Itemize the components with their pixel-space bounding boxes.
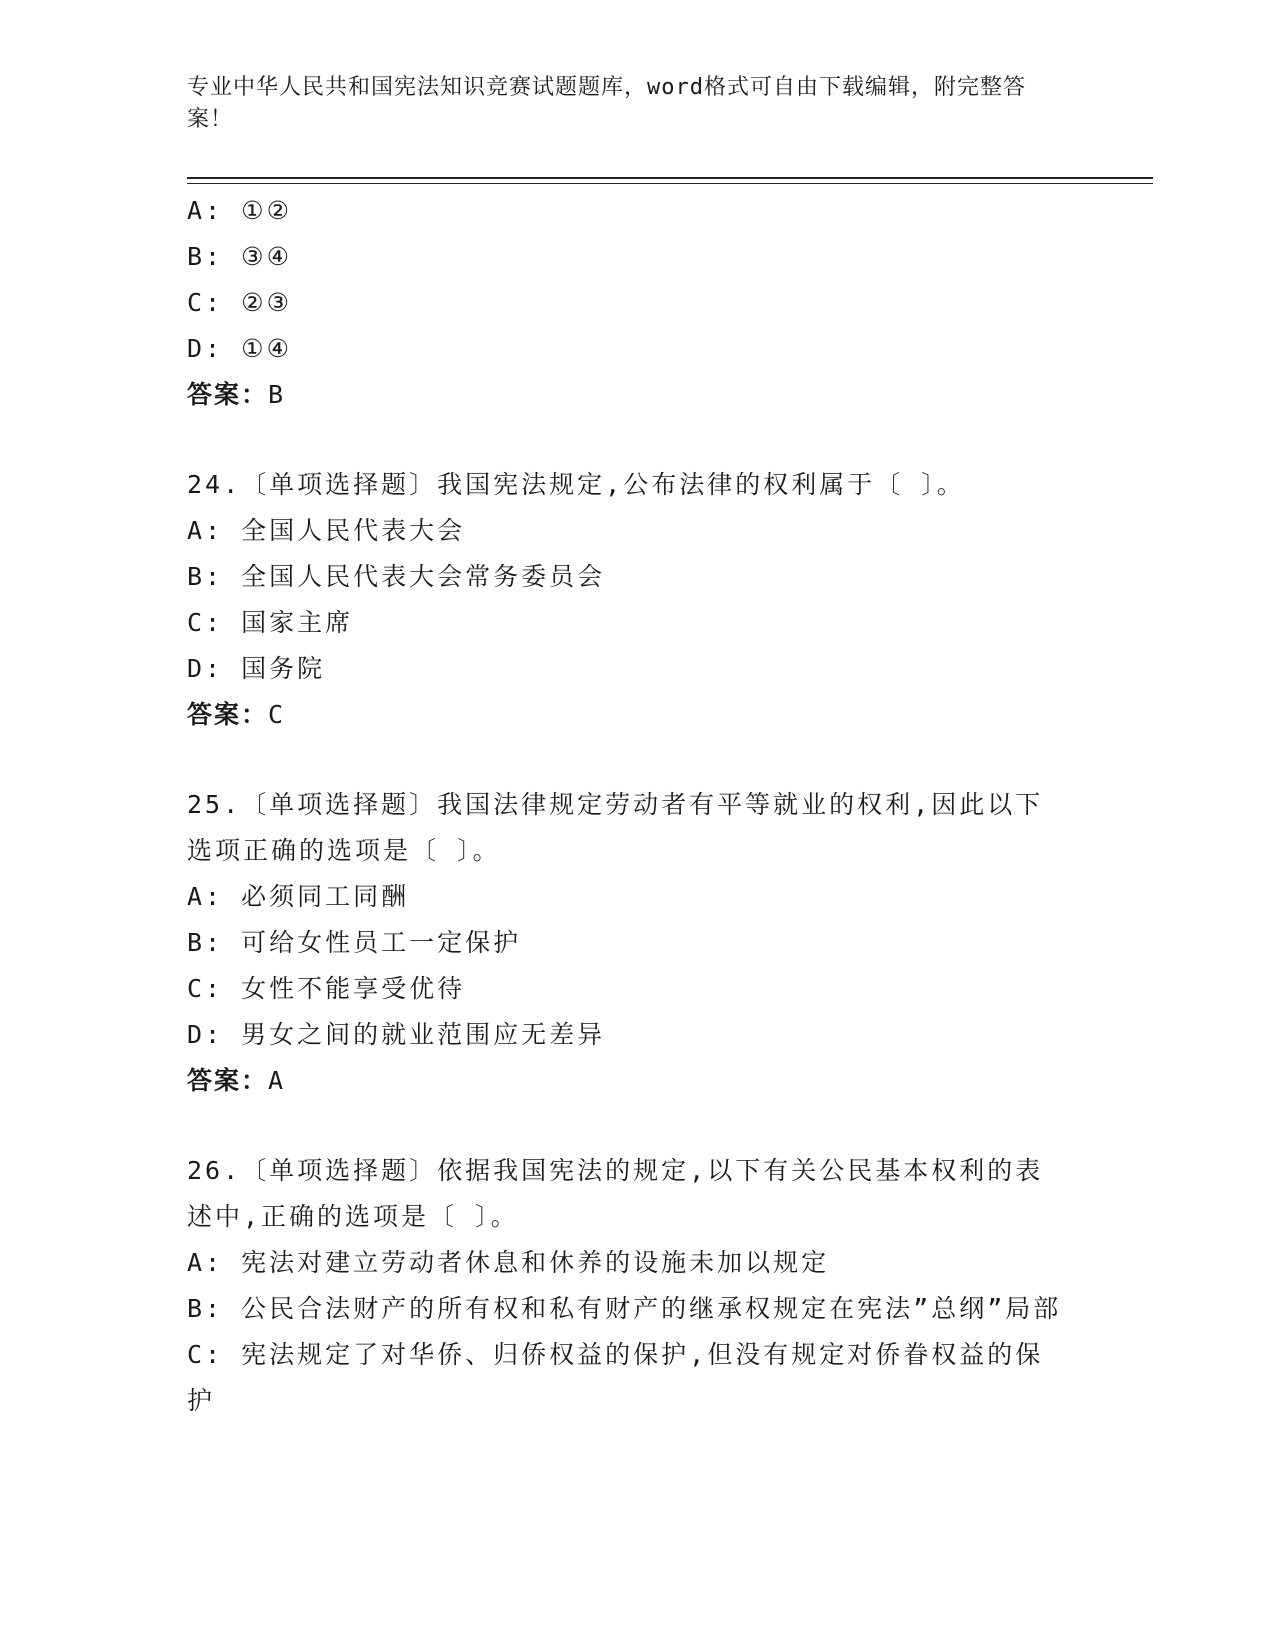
spacer	[187, 738, 1067, 782]
answer-label: 答案：	[187, 1066, 269, 1095]
option-a: A: 必须同工同酬	[187, 882, 410, 911]
answer-line	[187, 692, 1067, 738]
question-stem: 24.〔单项选择题〕我国宪法规定,公布法律的权利属于〔 〕。	[187, 470, 965, 499]
option-b: B: ③④	[187, 242, 292, 271]
option-c: C: 女性不能享受优待	[187, 974, 466, 1003]
answer-label: 答案：	[187, 700, 269, 729]
question-stem: 25.〔单项选择题〕我国法律规定劳动者有平等就业的权利,因此以下选项正确的选项是〔 〕。	[187, 790, 1044, 865]
document-header: 专业中华人民共和国宪法知识竞赛试题题库，word格式可自由下载编辑，附完整答案！	[187, 75, 1026, 132]
option-b: B: 公民合法财产的所有权和私有财产的继承权规定在宪法”总纲”局部	[187, 1294, 1062, 1323]
answer-value: A	[268, 1066, 286, 1095]
option-d: D: 国务院	[187, 654, 326, 683]
spacer	[187, 1104, 1067, 1148]
question-26	[187, 1148, 1067, 1424]
header-divider-thin	[187, 183, 1153, 184]
option-b: B: 全国人民代表大会常务委员会	[187, 562, 606, 591]
option-c: C: 国家主席	[187, 608, 354, 637]
answer-line	[187, 1058, 1067, 1104]
header-divider-thick	[187, 177, 1153, 179]
spacer	[187, 418, 1067, 462]
question-content	[187, 188, 1067, 1424]
option-c: C: 宪法规定了对华侨、归侨权益的保护,但没有规定对侨眷权益的保护	[187, 1340, 1044, 1415]
question-25	[187, 782, 1067, 1104]
option-a: A: ①②	[187, 196, 292, 225]
option-c: C: ②③	[187, 288, 292, 317]
answer-line	[187, 372, 1067, 418]
answer-value: C	[268, 700, 286, 729]
option-d: D: 男女之间的就业范围应无差异	[187, 1020, 606, 1049]
partial-question	[187, 188, 1067, 418]
answer-label: 答案：	[187, 380, 269, 409]
option-a: A: 全国人民代表大会	[187, 516, 466, 545]
question-stem: 26.〔单项选择题〕依据我国宪法的规定,以下有关公民基本权利的表述中,正确的选项是〔 〕。	[187, 1156, 1044, 1231]
option-a: A: 宪法对建立劳动者休息和休养的设施未加以规定	[187, 1248, 830, 1277]
option-d: D: ①④	[187, 334, 292, 363]
option-b: B: 可给女性员工一定保护	[187, 928, 522, 957]
question-24	[187, 462, 1067, 738]
answer-value: B	[268, 380, 286, 409]
